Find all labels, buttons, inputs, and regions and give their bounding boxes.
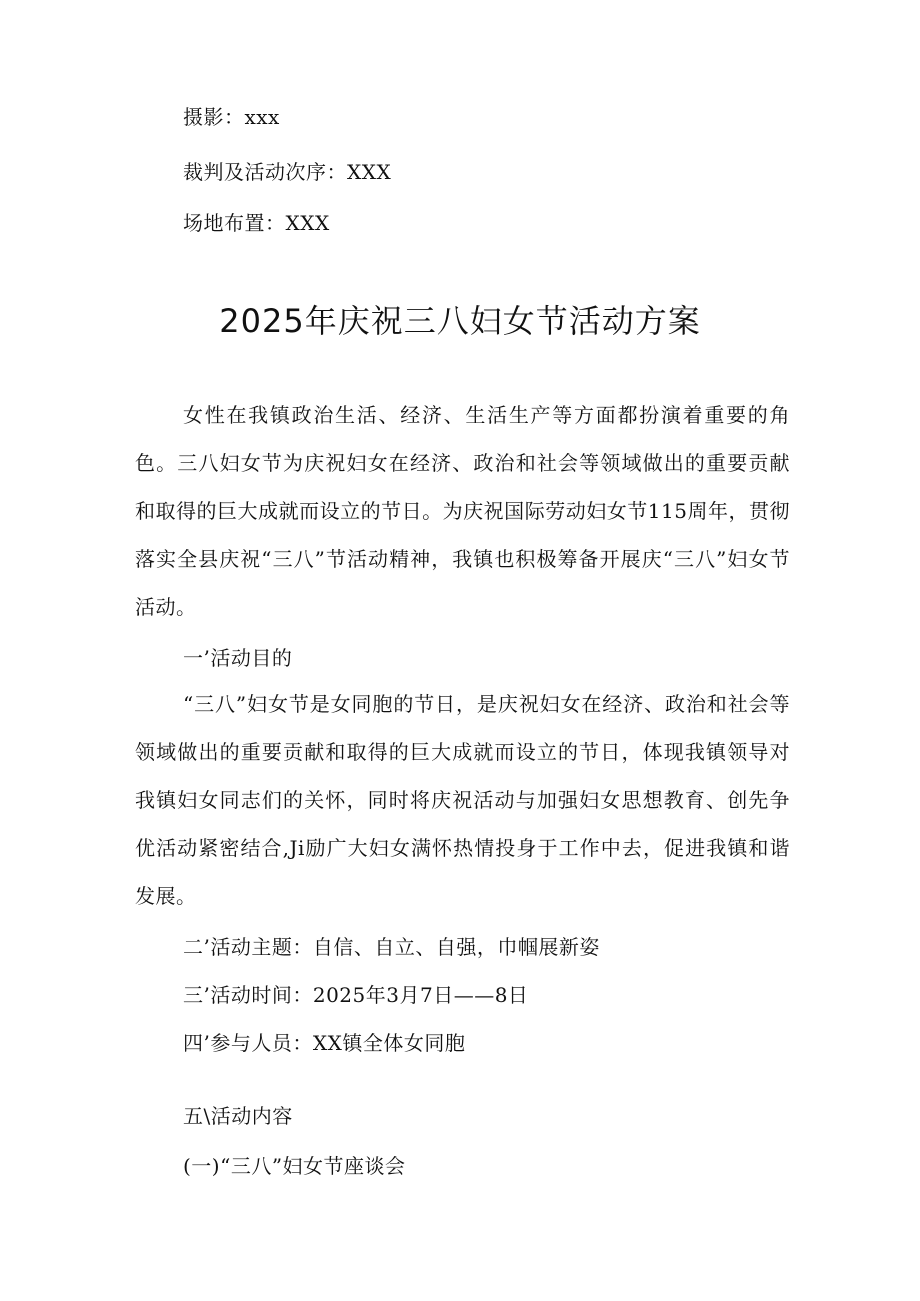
credit-venue: 场地布置：XXX <box>183 211 330 235</box>
section-2-theme: 二’活动主题：自信、自立、自强，巾帼展新姿 <box>183 935 600 959</box>
section-1-heading: 一’活动目的 <box>183 646 293 670</box>
intro-paragraph: 女性在我镇政治生活、经济、生活生产等方面都扮演着重要的角色。三八妇女节为庆祝妇女在经济、政治和社会等领域做出的重要贡献和取得的巨大成就而设立的节日。为庆祝国际劳动妇女节115周年，贯彻落实全县庆祝“三八”节活动精神，我镇也积极筹备开展庆“三八”妇女节活动。 <box>135 403 790 619</box>
document-title: 2025年庆祝三八妇女节活动方案 <box>219 302 701 340</box>
subsection-1-heading: (一)“三八”妇女节座谈会 <box>183 1154 406 1178</box>
section-5-heading: 五\活动内容 <box>183 1104 293 1128</box>
section-4-participants: 四’参与人员：XX镇全体女同胞 <box>183 1031 466 1055</box>
credit-photography: 摄影：xxx <box>183 105 280 129</box>
section-3-time: 三’活动时间：2025年3月7日——8日 <box>183 983 529 1007</box>
credit-judges: 裁判及活动次序：XXX <box>183 160 392 184</box>
section-1-body: “三八”妇女节是女同胞的节日，是庆祝妇女在经济、政治和社会等领域做出的重要贡献和取得的巨大成就而设立的节日，体现我镇领导对我镇妇女同志们的关怀，同时将庆祝活动与加强妇女思想教育、创先争优活动紧密结合,Ji励广大妇女满怀热情投身于工作中去，促进我镇和谐发展。 <box>135 692 790 908</box>
